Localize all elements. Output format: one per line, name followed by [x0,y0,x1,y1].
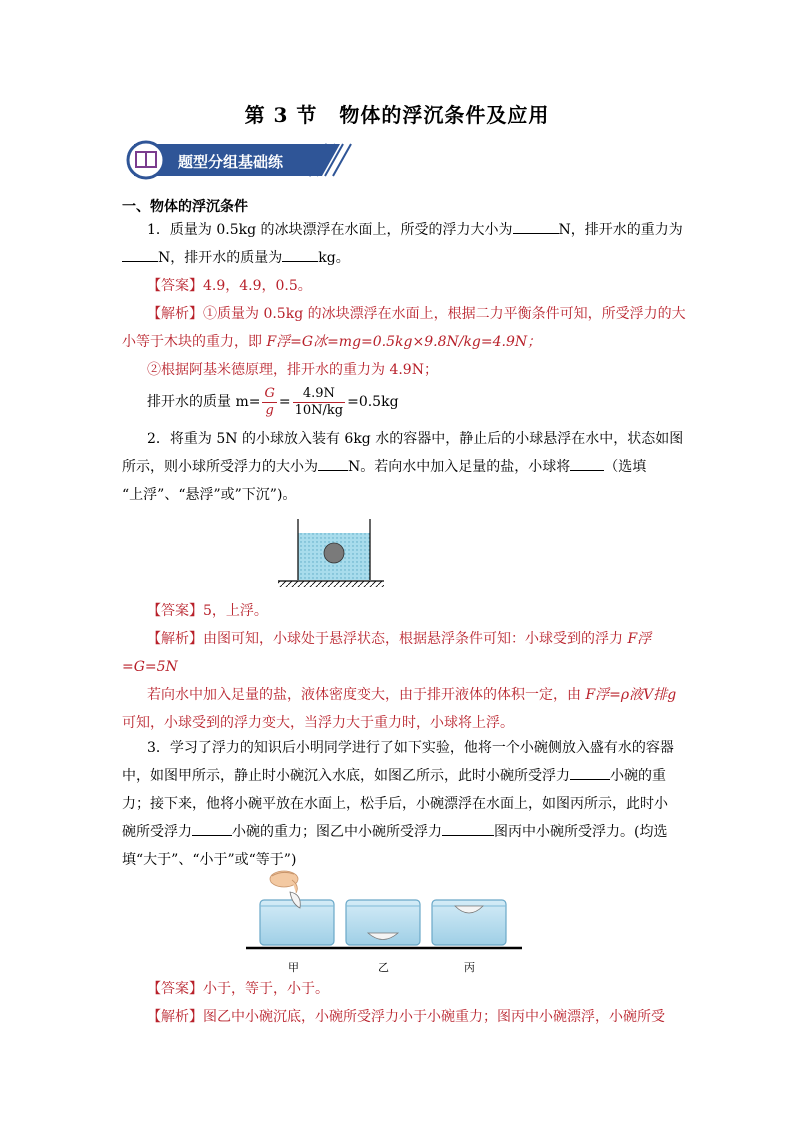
q3-bowl-experiment-figure [244,866,524,958]
banner-label: 题型分组基础练 [178,153,284,171]
section-number: 第 3 节 [244,103,318,127]
q1-analysis-line4: 排开水的质量 m= $\frac{G}{g}$ = $\frac{4.9N}{10N/kg}$ =0.5kg [147,385,399,418]
q3-answer: 【答案】小于，等于，小于。 [147,981,329,997]
answer-blank [570,765,610,780]
q1-answer: 【答案】4.9，4.9，0.5。 [147,278,312,294]
q2-answer: 【答案】5，上浮。 [147,603,268,619]
open-book-icon [135,151,157,168]
q2-analysis-line3: 若向水中加入足量的盐，液体密度变大，由于排开液体的体积一定，由 F浮=ρ液V排g [147,687,677,703]
q2-suspended-ball-figure [276,513,386,593]
figure-label-yi: 乙 [378,961,389,974]
q3-line2: 中，如图甲所示，静止时小碗沉入水底，如图乙所示，此时小碗所受浮力 小碗的重 [122,762,674,790]
q3-line4: 碗所受浮力 小碗的重力；图乙中小碗所受浮力 图丙中小碗所受浮力。(均选 [122,818,674,846]
q1-line2: N，排开水的质量为 kg。 [122,244,674,272]
q3-line3: 力；接下来，他将小碗平放在水面上，松手后，小碗漂浮在水面上，如图丙所示，此时小 [122,796,668,812]
q2-analysis-line1: 【解析】由图可知，小球处于悬浮状态，根据悬浮条件可知：小球受到的浮力 F浮 [147,631,652,647]
ball-icon [324,543,344,563]
q2-analysis-line2: =G=5N [122,659,178,675]
figure-label-bing: 丙 [464,961,475,974]
hand-icon [270,871,298,893]
answer-blank [122,247,158,262]
q2-line1: 2．将重为 5N 的小球放入装有 6kg 水的容器中，静止后的小球悬浮在水中，状态如图 [147,431,684,447]
q1-analysis-line2: 小等于木块的重力，即 F浮=G冰=mg=0.5kg×9.8N/kg=4.9N； [122,334,542,350]
answer-blank [513,219,559,234]
figure-label-jia: 甲 [288,961,299,974]
q2-line2: 所示，则小球所受浮力的大小为 N。若向水中加入足量的盐，小球将 （选填 [122,453,674,481]
answer-blank [192,821,232,836]
q2-line3: “上浮”、“悬浮”或”下沉”)。 [122,487,297,503]
page-title [0,99,794,128]
q1-line1: 1．质量为 0.5kg 的冰块漂浮在水面上，所受的浮力大小为 N，排开水的重力为 [122,216,699,244]
q1-analysis-line3: ②根据阿基米德原理，排开水的重力为 4.9N； [147,362,438,378]
q3-line5: 填“大于”、“小于”或“等于”) [122,852,297,868]
q3-analysis-line1: 【解析】图乙中小碗沉底，小碗所受浮力小于小碗重力；图丙中小碗漂浮，小碗所受 [147,1009,665,1025]
answer-blank [570,456,604,471]
heading-buoyancy-conditions: 一、物体的浮沉条件 [122,199,248,215]
q1-analysis-line1: 【解析】①质量为 0.5kg 的冰块漂浮在水面上，根据二力平衡条件可知，所受浮力的大 [147,306,686,322]
q2-analysis-line4: 可知，小球受到的浮力变大，当浮力大于重力时，小球将上浮。 [122,715,514,731]
answer-blank [282,247,318,262]
section-name: 物体的浮沉条件及应用 [339,103,550,127]
q3-line1: 3．学习了浮力的知识后小明同学进行了如下实验，他将一个小碗侧放入盛有水的容器 [147,740,674,756]
answer-blank [442,821,494,836]
answer-blank [318,456,348,471]
